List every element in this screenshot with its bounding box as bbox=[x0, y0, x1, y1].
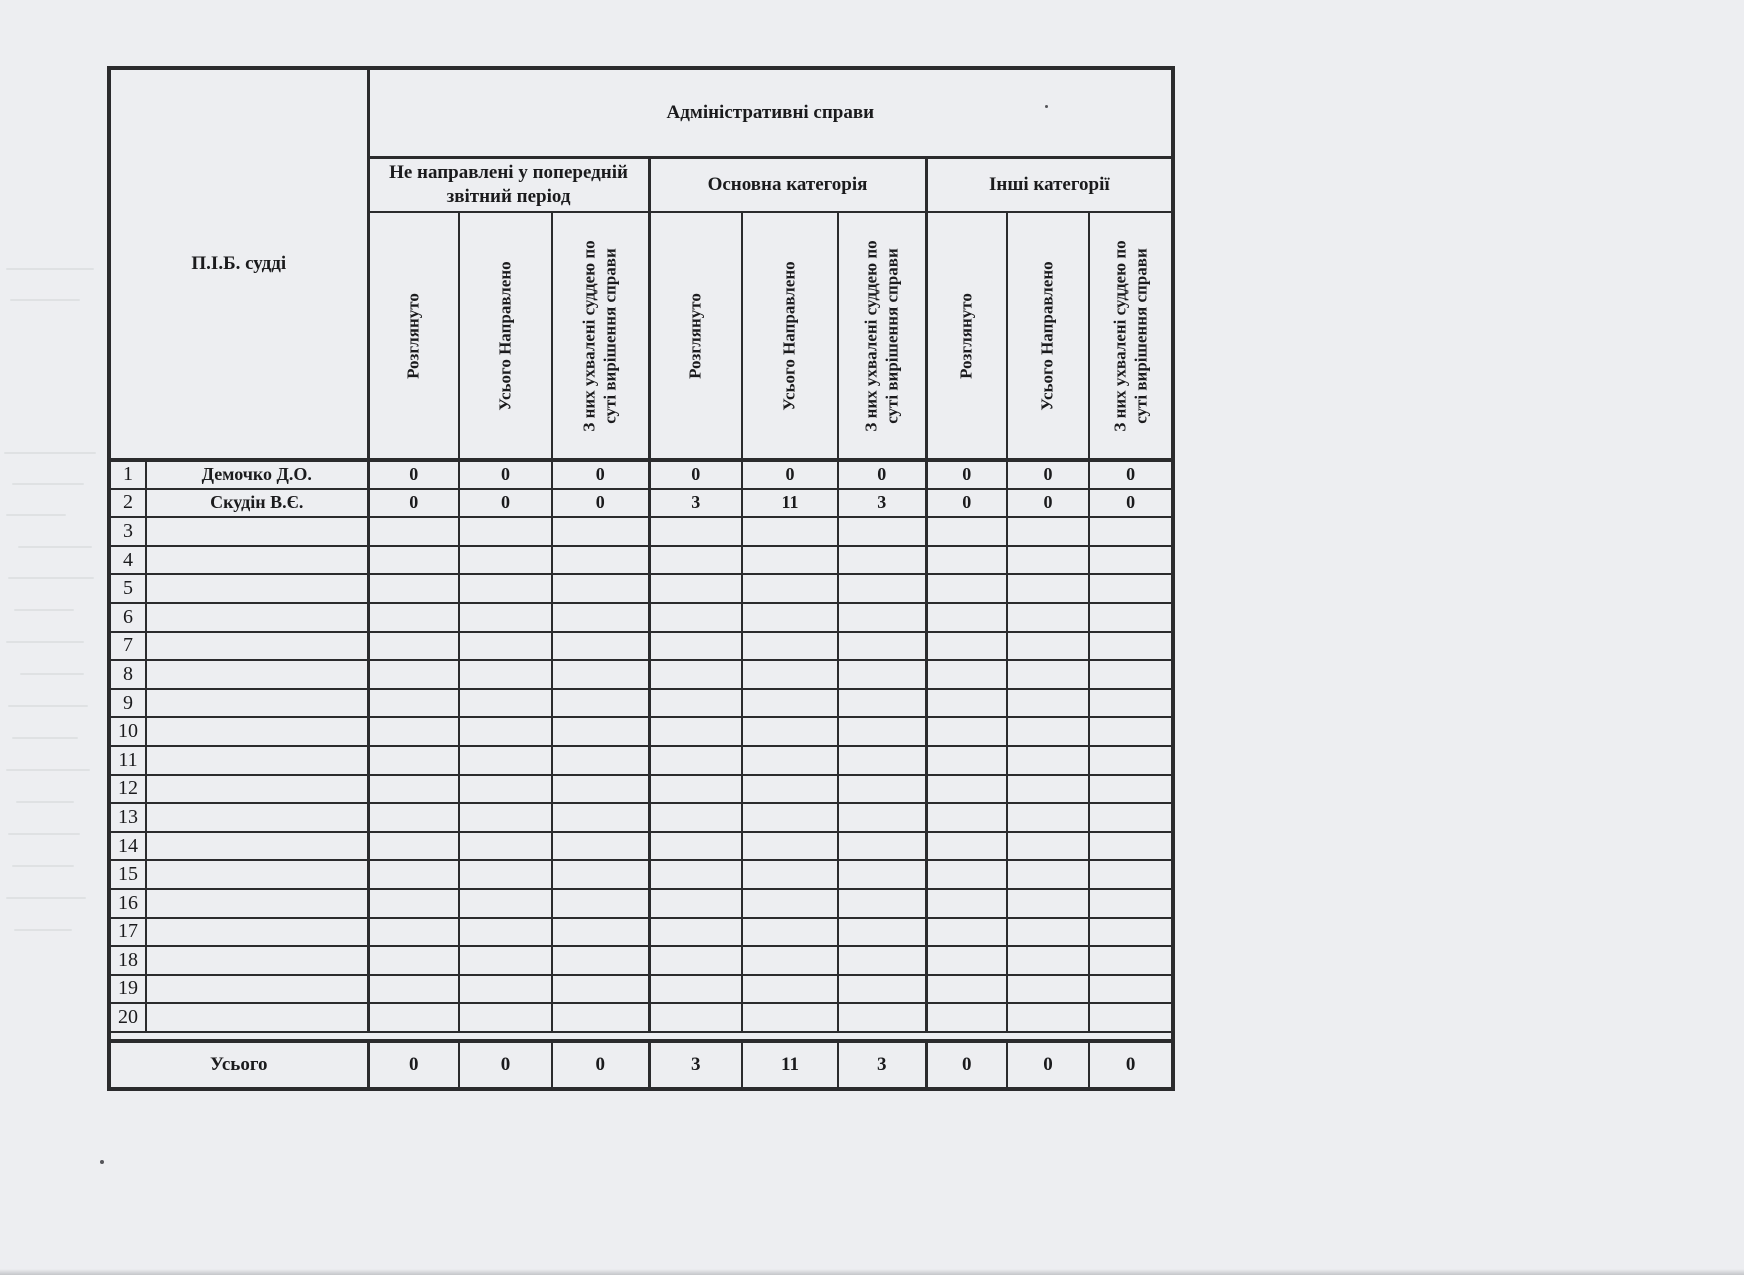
cell-value: 0 bbox=[459, 460, 552, 489]
cell-value bbox=[552, 832, 649, 861]
cell-value bbox=[926, 860, 1007, 889]
cell-value bbox=[742, 832, 838, 861]
cell-value bbox=[459, 574, 552, 603]
cell-value bbox=[1007, 574, 1089, 603]
cell-value bbox=[459, 1003, 552, 1032]
cell-value bbox=[368, 1003, 459, 1032]
cell-value bbox=[1007, 775, 1089, 804]
cell-value bbox=[838, 832, 926, 861]
table-row bbox=[109, 889, 1173, 918]
cell-value bbox=[1089, 946, 1173, 975]
cell-value bbox=[459, 946, 552, 975]
cell-value bbox=[1007, 660, 1089, 689]
cell-value bbox=[649, 975, 742, 1004]
cell-value bbox=[368, 517, 459, 546]
table-row bbox=[109, 975, 1173, 1004]
cell-value bbox=[459, 660, 552, 689]
subheader-total-sent: Усього Направлено bbox=[1007, 212, 1089, 460]
table-row bbox=[109, 775, 1173, 804]
cell-value: 0 bbox=[838, 460, 926, 489]
cell-value bbox=[649, 946, 742, 975]
row-number: 16 bbox=[109, 889, 146, 918]
cell-value bbox=[838, 918, 926, 947]
cell-value bbox=[368, 803, 459, 832]
cell-value bbox=[552, 660, 649, 689]
cell-value bbox=[1089, 689, 1173, 718]
subheader-reviewed: Розглянуто bbox=[649, 212, 742, 460]
subheader-reviewed: Розглянуто bbox=[926, 212, 1007, 460]
total-value: 0 bbox=[552, 1041, 649, 1089]
table-row bbox=[109, 746, 1173, 775]
report-table bbox=[107, 66, 1175, 1091]
cell-value bbox=[552, 775, 649, 804]
cell-value bbox=[742, 574, 838, 603]
cell-value bbox=[368, 717, 459, 746]
total-value: 0 bbox=[368, 1041, 459, 1089]
row-number: 5 bbox=[109, 574, 146, 603]
judge-name bbox=[146, 689, 368, 718]
cell-value bbox=[838, 717, 926, 746]
cell-value bbox=[649, 860, 742, 889]
judge-name bbox=[146, 775, 368, 804]
cell-value bbox=[552, 632, 649, 661]
cell-value bbox=[649, 603, 742, 632]
subheader-total-sent: Усього Направлено bbox=[459, 212, 552, 460]
judge-name bbox=[146, 803, 368, 832]
row-number: 7 bbox=[109, 632, 146, 661]
table-row bbox=[109, 918, 1173, 947]
group-header-other-categories: Інші категорії bbox=[926, 158, 1173, 213]
table-row bbox=[109, 574, 1173, 603]
cell-value bbox=[742, 775, 838, 804]
subheader-reviewed: Розглянуто bbox=[368, 212, 459, 460]
cell-value bbox=[368, 946, 459, 975]
cell-value bbox=[742, 717, 838, 746]
group-header-not-sent: Не направлені у попередній звітний період bbox=[368, 158, 649, 213]
cell-value bbox=[649, 660, 742, 689]
cell-value bbox=[459, 918, 552, 947]
cell-value bbox=[649, 803, 742, 832]
cell-value: 0 bbox=[1007, 460, 1089, 489]
table-row bbox=[109, 632, 1173, 661]
cell-value bbox=[838, 603, 926, 632]
cell-value bbox=[926, 946, 1007, 975]
cell-value: 0 bbox=[552, 489, 649, 518]
subheader-decided-on-merits: З них ухвалені суддею по суті вирішення справи bbox=[838, 212, 926, 460]
cell-value bbox=[926, 1003, 1007, 1032]
judge-name bbox=[146, 1003, 368, 1032]
cell-value bbox=[926, 775, 1007, 804]
cell-value bbox=[926, 517, 1007, 546]
cell-value bbox=[649, 775, 742, 804]
subheader-decided-on-merits: З них ухвалені суддею по суті вирішення справи bbox=[1089, 212, 1173, 460]
row-number: 14 bbox=[109, 832, 146, 861]
cell-value: 0 bbox=[1089, 460, 1173, 489]
cell-value bbox=[649, 546, 742, 575]
cell-value bbox=[1089, 860, 1173, 889]
cell-value bbox=[552, 546, 649, 575]
cell-value bbox=[838, 574, 926, 603]
cell-value bbox=[1089, 889, 1173, 918]
row-number: 2 bbox=[109, 489, 146, 518]
judge-name bbox=[146, 546, 368, 575]
cell-value bbox=[926, 746, 1007, 775]
cell-value bbox=[459, 775, 552, 804]
cell-value bbox=[649, 1003, 742, 1032]
group-header-main-category: Основна категорія bbox=[649, 158, 926, 213]
cell-value: 0 bbox=[459, 489, 552, 518]
cell-value: 0 bbox=[1007, 489, 1089, 518]
cell-value bbox=[742, 660, 838, 689]
cell-value bbox=[368, 975, 459, 1004]
cell-value bbox=[368, 832, 459, 861]
cell-value bbox=[459, 975, 552, 1004]
cell-value bbox=[926, 603, 1007, 632]
judge-name: Демочко Д.О. bbox=[146, 460, 368, 489]
cell-value bbox=[552, 574, 649, 603]
cell-value bbox=[742, 603, 838, 632]
cell-value bbox=[1089, 832, 1173, 861]
judge-name bbox=[146, 860, 368, 889]
cell-value bbox=[368, 689, 459, 718]
top-header: Адміністративні справи bbox=[368, 68, 1173, 158]
cell-value bbox=[649, 574, 742, 603]
cell-value bbox=[552, 946, 649, 975]
cell-value bbox=[1007, 746, 1089, 775]
cell-value bbox=[368, 574, 459, 603]
cell-value: 0 bbox=[742, 460, 838, 489]
table-row bbox=[109, 860, 1173, 889]
cell-value bbox=[1007, 517, 1089, 546]
cell-value bbox=[1089, 975, 1173, 1004]
cell-value bbox=[459, 717, 552, 746]
cell-value bbox=[926, 832, 1007, 861]
cell-value bbox=[838, 632, 926, 661]
cell-value bbox=[1007, 918, 1089, 947]
cell-value bbox=[1089, 1003, 1173, 1032]
row-number: 1 bbox=[109, 460, 146, 489]
cell-value bbox=[368, 632, 459, 661]
judge-name: Скудін В.Є. bbox=[146, 489, 368, 518]
cell-value bbox=[1007, 946, 1089, 975]
separator-cell bbox=[109, 1032, 1173, 1041]
corner-header: П.І.Б. судді bbox=[109, 68, 368, 460]
cell-value bbox=[1089, 632, 1173, 661]
cell-value bbox=[1089, 775, 1173, 804]
cell-value bbox=[649, 918, 742, 947]
cell-value bbox=[459, 832, 552, 861]
cell-value bbox=[838, 517, 926, 546]
cell-value bbox=[552, 746, 649, 775]
table-row bbox=[109, 546, 1173, 575]
cell-value bbox=[368, 660, 459, 689]
cell-value bbox=[1089, 603, 1173, 632]
cell-value bbox=[459, 803, 552, 832]
cell-value bbox=[926, 889, 1007, 918]
cell-value bbox=[742, 860, 838, 889]
cell-value bbox=[459, 689, 552, 718]
cell-value: 3 bbox=[838, 489, 926, 518]
cell-value bbox=[838, 860, 926, 889]
judge-name bbox=[146, 603, 368, 632]
judge-name bbox=[146, 832, 368, 861]
cell-value bbox=[1007, 689, 1089, 718]
row-number: 3 bbox=[109, 517, 146, 546]
cell-value bbox=[552, 889, 649, 918]
cell-value bbox=[649, 632, 742, 661]
total-value: 3 bbox=[649, 1041, 742, 1089]
cell-value bbox=[1089, 660, 1173, 689]
cell-value bbox=[368, 918, 459, 947]
cell-value bbox=[368, 860, 459, 889]
cell-value: 11 bbox=[742, 489, 838, 518]
table-row bbox=[109, 603, 1173, 632]
cell-value bbox=[742, 546, 838, 575]
cell-value bbox=[552, 1003, 649, 1032]
cell-value bbox=[742, 918, 838, 947]
cell-value bbox=[926, 975, 1007, 1004]
total-value: 0 bbox=[1089, 1041, 1173, 1089]
cell-value bbox=[552, 717, 649, 746]
cell-value bbox=[649, 517, 742, 546]
cell-value: 0 bbox=[926, 460, 1007, 489]
cell-value bbox=[368, 746, 459, 775]
row-number: 20 bbox=[109, 1003, 146, 1032]
row-number: 11 bbox=[109, 746, 146, 775]
cell-value bbox=[742, 632, 838, 661]
table-row bbox=[109, 460, 1173, 489]
cell-value bbox=[926, 803, 1007, 832]
cell-value bbox=[838, 746, 926, 775]
cell-value bbox=[552, 517, 649, 546]
cell-value bbox=[1007, 889, 1089, 918]
cell-value bbox=[838, 660, 926, 689]
cell-value bbox=[838, 775, 926, 804]
cell-value: 0 bbox=[1089, 489, 1173, 518]
cell-value bbox=[1007, 803, 1089, 832]
cell-value: 0 bbox=[552, 460, 649, 489]
table-row bbox=[109, 803, 1173, 832]
judge-name bbox=[146, 574, 368, 603]
cell-value bbox=[1007, 1003, 1089, 1032]
cell-value bbox=[1089, 746, 1173, 775]
cell-value bbox=[649, 832, 742, 861]
judge-name bbox=[146, 889, 368, 918]
cell-value bbox=[838, 803, 926, 832]
cell-value bbox=[459, 889, 552, 918]
cell-value bbox=[926, 574, 1007, 603]
judge-name bbox=[146, 975, 368, 1004]
cell-value bbox=[459, 603, 552, 632]
cell-value bbox=[1007, 632, 1089, 661]
table-separator bbox=[109, 1032, 1173, 1041]
row-number: 12 bbox=[109, 775, 146, 804]
judge-name bbox=[146, 660, 368, 689]
cell-value: 0 bbox=[368, 489, 459, 518]
cell-value bbox=[1089, 517, 1173, 546]
cell-value bbox=[368, 546, 459, 575]
row-number: 10 bbox=[109, 717, 146, 746]
table-row bbox=[109, 832, 1173, 861]
cell-value bbox=[742, 1003, 838, 1032]
total-label: Усього bbox=[109, 1041, 368, 1089]
cell-value: 3 bbox=[649, 489, 742, 518]
table-row bbox=[109, 717, 1173, 746]
cell-value bbox=[742, 689, 838, 718]
cell-value bbox=[1007, 546, 1089, 575]
row-number: 13 bbox=[109, 803, 146, 832]
cell-value bbox=[459, 546, 552, 575]
cell-value bbox=[552, 860, 649, 889]
cell-value bbox=[459, 632, 552, 661]
cell-value bbox=[459, 746, 552, 775]
total-value: 0 bbox=[926, 1041, 1007, 1089]
subheader-decided-on-merits: З них ухвалені суддею по суті вирішення справи bbox=[552, 212, 649, 460]
judge-name bbox=[146, 717, 368, 746]
cell-value bbox=[1089, 803, 1173, 832]
cell-value bbox=[742, 803, 838, 832]
cell-value bbox=[926, 546, 1007, 575]
cell-value bbox=[649, 889, 742, 918]
cell-value bbox=[838, 975, 926, 1004]
cell-value bbox=[926, 717, 1007, 746]
cell-value bbox=[1007, 832, 1089, 861]
cell-value bbox=[742, 975, 838, 1004]
table-row bbox=[109, 489, 1173, 518]
cell-value bbox=[742, 946, 838, 975]
table-row bbox=[109, 517, 1173, 546]
table-row bbox=[109, 946, 1173, 975]
cell-value bbox=[926, 918, 1007, 947]
total-value: 0 bbox=[459, 1041, 552, 1089]
row-number: 8 bbox=[109, 660, 146, 689]
cell-value bbox=[368, 775, 459, 804]
subheader-total-sent: Усього Направлено bbox=[742, 212, 838, 460]
cell-value bbox=[368, 889, 459, 918]
row-number: 15 bbox=[109, 860, 146, 889]
total-value: 3 bbox=[838, 1041, 926, 1089]
cell-value bbox=[649, 717, 742, 746]
total-value: 11 bbox=[742, 1041, 838, 1089]
cell-value bbox=[838, 689, 926, 718]
cell-value: 0 bbox=[926, 489, 1007, 518]
cell-value bbox=[649, 689, 742, 718]
cell-value bbox=[368, 603, 459, 632]
cell-value bbox=[838, 1003, 926, 1032]
cell-value bbox=[552, 918, 649, 947]
table-row bbox=[109, 1003, 1173, 1032]
cell-value bbox=[1089, 717, 1173, 746]
page-bottom-shadow bbox=[0, 1269, 1744, 1275]
cell-value bbox=[552, 603, 649, 632]
table-row bbox=[109, 689, 1173, 718]
cell-value bbox=[1089, 918, 1173, 947]
cell-value bbox=[459, 517, 552, 546]
cell-value bbox=[838, 546, 926, 575]
judge-name bbox=[146, 946, 368, 975]
judge-name bbox=[146, 632, 368, 661]
row-number: 17 bbox=[109, 918, 146, 947]
cell-value bbox=[742, 746, 838, 775]
cell-value bbox=[1007, 860, 1089, 889]
total-row bbox=[109, 1041, 1173, 1089]
cell-value bbox=[926, 660, 1007, 689]
judge-name bbox=[146, 746, 368, 775]
cell-value bbox=[926, 689, 1007, 718]
cell-value bbox=[1089, 546, 1173, 575]
cell-value: 0 bbox=[368, 460, 459, 489]
cell-value bbox=[742, 889, 838, 918]
cell-value bbox=[552, 975, 649, 1004]
row-number: 9 bbox=[109, 689, 146, 718]
row-number: 19 bbox=[109, 975, 146, 1004]
row-number: 18 bbox=[109, 946, 146, 975]
cell-value bbox=[1007, 717, 1089, 746]
cell-value bbox=[459, 860, 552, 889]
cell-value: 0 bbox=[649, 460, 742, 489]
cell-value bbox=[742, 517, 838, 546]
row-number: 4 bbox=[109, 546, 146, 575]
cell-value bbox=[1089, 574, 1173, 603]
cell-value bbox=[838, 889, 926, 918]
table-row bbox=[109, 660, 1173, 689]
total-value: 0 bbox=[1007, 1041, 1089, 1089]
cell-value bbox=[649, 746, 742, 775]
cell-value bbox=[552, 803, 649, 832]
cell-value bbox=[838, 946, 926, 975]
judge-name bbox=[146, 517, 368, 546]
cell-value bbox=[1007, 975, 1089, 1004]
cell-value bbox=[552, 689, 649, 718]
cell-value bbox=[926, 632, 1007, 661]
row-number: 6 bbox=[109, 603, 146, 632]
cell-value bbox=[1007, 603, 1089, 632]
judge-name bbox=[146, 918, 368, 947]
